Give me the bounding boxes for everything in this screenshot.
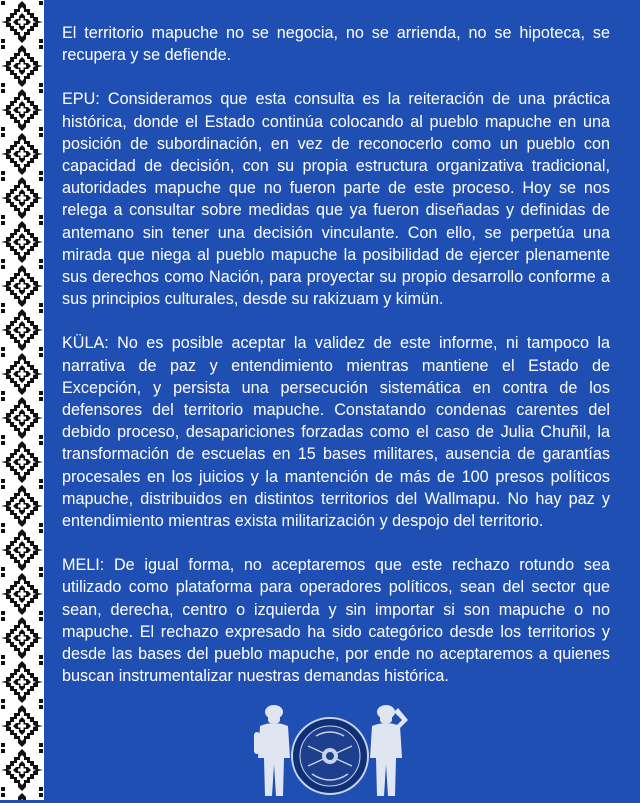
soldiers-emblem-icon bbox=[250, 698, 410, 798]
mapuche-pattern-icon bbox=[0, 0, 44, 800]
kula-paragraph: KÜLA: No es posible aceptar la validez de este informe, ni tampoco la narrativa de paz y entendimiento mientras mantiene el Estado de Excepción, y persista una persecución sistemática en contra de los defensores del territorio mapuche. Constatando condenas carentes del debido proceso, desapariciones forzadas como el caso de Julia Chuñil, la transformación de escuelas en 15 bases militares, ausencia de garantías procesales en los juicios y la mantención de más de 100 presos políticos mapuche, distribuidos en distintos territorios del Wallmapu. No hay paz y entendimiento mientras exista militarización y despojo del territorio. bbox=[62, 334, 610, 531]
epu-paragraph: EPU: Consideramos que esta consulta es la reiteración de una práctica histórica, donde el Estado continúa colocando al pueblo mapuche en una posición de subordinación, en vez de reconocerlo como un pueblo con capacidad de decisión, con su propia estructura organizativa tradicional, autoridades mapuche que no fueron parte de este proceso. Hoy se nos relega a consultar sobre medidas que ya fueron diseñadas y definidas de antemano sin tener una decisión vinculante. Con ello, se perpetúa una mirada que niega al pueblo mapuche la posibilidad de ejercer plenamente sus derechos como Nación, para proyectar su propio desarrollo conforme a sus principios culturales, desde su rakizuam y kimün. bbox=[62, 90, 610, 309]
intro-paragraph: El territorio mapuche no se negocia, no se arrienda, no se hipoteca, se recupera y se defiende. bbox=[62, 24, 610, 65]
meli-paragraph: MELI: De igual forma, no aceptaremos que este rechazo rotundo sea utilizado como plataforma para operadores políticos, sean del sector que sean, derecha, centro o izquierda y sin importar si son mapuche o no mapuche. El rechazo expresado ha sido categórico desde los territorios y desde las bases del pueblo mapuche, por ende no aceptaremos a quienes buscan instrumentalizar nuestras demandas histórica. bbox=[62, 556, 610, 686]
statement-text bbox=[62, 22, 610, 687]
mapuche-pattern-border bbox=[0, 0, 44, 800]
